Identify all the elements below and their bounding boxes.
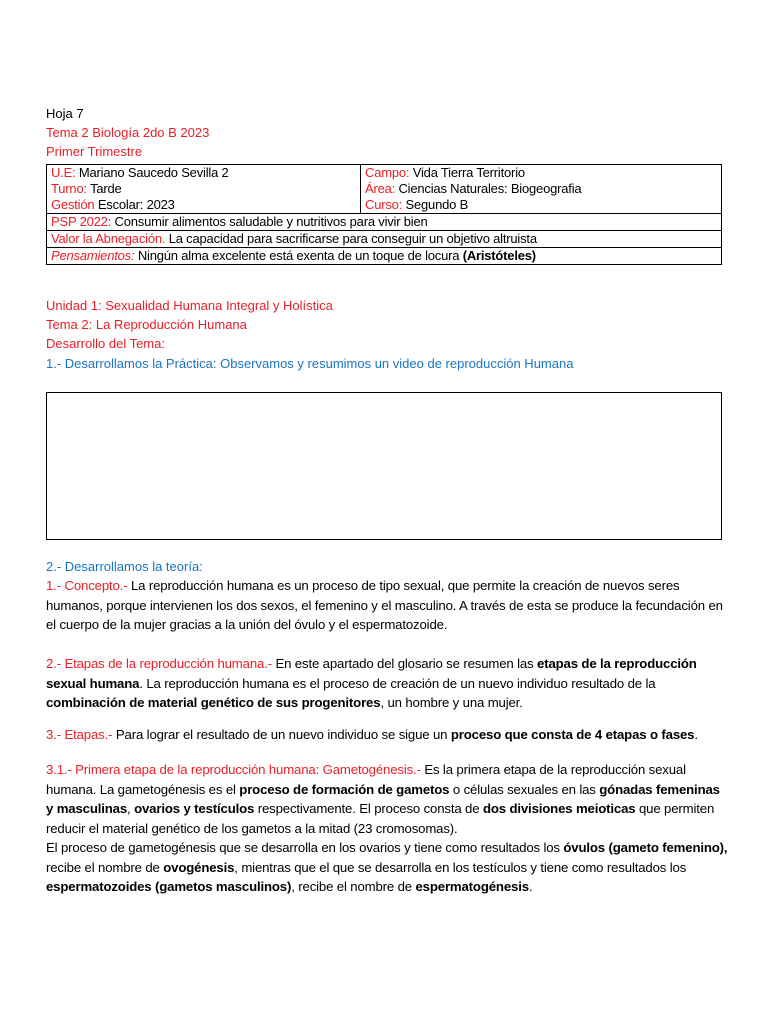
topic-heading: Tema 2 Biología 2do B 2023 (46, 125, 210, 140)
turno-value: Tarde (86, 181, 122, 196)
pens-label: Pensamientos: (51, 248, 135, 263)
info-cell-thought (47, 248, 722, 265)
info-cell-school (47, 165, 361, 214)
stages-label: 2.- Etapas de la reproducción humana.- (46, 656, 272, 671)
info-row-psp (47, 214, 722, 231)
info-cell-psp (47, 214, 722, 231)
area-value: Ciencias Naturales: Biogeografia (395, 181, 582, 196)
info-table (46, 164, 722, 265)
gametogenesis-label: 3.1.- Primera etapa de la reproducción humana: Gametogénesis.- (46, 762, 421, 777)
sheet-number: Hoja 7 (46, 106, 84, 121)
paragraph-gametogenesis: 3.1.- Primera etapa de la reproducción humana: Gametogénesis.- Es la primera etapa de la reproducción sexual humana. La gametogénesis es el proceso de formación de gametos o células sexuales en las gónadas femeninas y masculinas, ovarios y testículos respectivamente. El proceso consta de dos divisiones meioticas que permiten reducir el material genético de los gametos a la mitad (23 cromosomas). El proceso de gametogénesis que se desarrolla en los ovarios y tiene como resultados los óvulos (gameto femenino), recibe el nombre de ovogénesis, mientras que el que se desarrolla en los testículos y tiene como resultados los espermatozoides (gametos masculinos), recibe el nombre de espermatogénesis. (46, 762, 728, 894)
area-label: Área: (365, 181, 396, 196)
gestion-value: Escolar: 2023 (94, 197, 175, 212)
psp-label: PSP 2022: (51, 214, 112, 229)
info-row-value (47, 231, 722, 248)
curso-value: Segundo B (402, 197, 469, 212)
practice-heading: 1.- Desarrollamos la Práctica: Observamos y resumimos un video de reproducción Humana (46, 356, 574, 371)
valor-label: Valor la Abnegación. (51, 231, 166, 246)
paragraph-stages: 2.- Etapas de la reproducción humana.- En este apartado del glosario se resumen las etapas de la reproducción sexual humana. La reproducción humana es el proceso de creación de un nuevo individuo resultado de la combinación de material genético de sus progenitores, un hombre y una mujer. (46, 656, 697, 710)
campo-label: Campo: (365, 165, 410, 180)
paragraph-concept: 1.- Concepto.- La reproducción humana es un proceso de tipo sexual, que permite la creación de nuevos seres humanos, porque intervienen los dos sexos, el femenino y el masculino. A través de esta se produce la fecundación en el cuerpo de la mujer gracias a la unión del óvulo y el espermatozoide. (46, 578, 723, 632)
info-row-school (47, 165, 722, 214)
info-row-thought (47, 248, 722, 265)
campo-value: Vida Tierra Territorio (409, 165, 525, 180)
unit-title: Unidad 1: Sexualidad Humana Integral y Holística (46, 298, 333, 313)
gestion-label: Gestión (51, 197, 95, 212)
phases-label: 3.- Etapas.- (46, 727, 113, 742)
theory-heading: 2.- Desarrollamos la teoría: (46, 559, 203, 574)
pens-author: (Aristóteles) (462, 248, 536, 263)
ue-value: Mariano Saucedo Sevilla 2 (75, 165, 229, 180)
concept-label: 1.- Concepto.- (46, 578, 128, 593)
paragraph-phases: 3.- Etapas.- Para lograr el resultado de un nuevo individuo se sigue un proceso que consta de 4 etapas o fases. (46, 727, 698, 742)
ue-label: U.E: (51, 165, 76, 180)
topic-title: Tema 2: La Reproducción Humana (46, 317, 247, 332)
development-heading: Desarrollo del Tema: (46, 336, 165, 351)
valor-value: La capacidad para sacrificarse para conseguir un objetivo altruista (165, 231, 537, 246)
turno-label: Turno: (51, 181, 87, 196)
video-summary-box[interactable] (46, 392, 722, 540)
psp-value: Consumir alimentos saludable y nutritivos para vivir bien (111, 214, 428, 229)
info-cell-value (47, 231, 722, 248)
info-cell-field (361, 165, 722, 214)
term-heading: Primer Trimestre (46, 144, 143, 159)
curso-label: Curso: (365, 197, 403, 212)
pens-value: Ningún alma excelente está exenta de un toque de locura (134, 248, 463, 263)
